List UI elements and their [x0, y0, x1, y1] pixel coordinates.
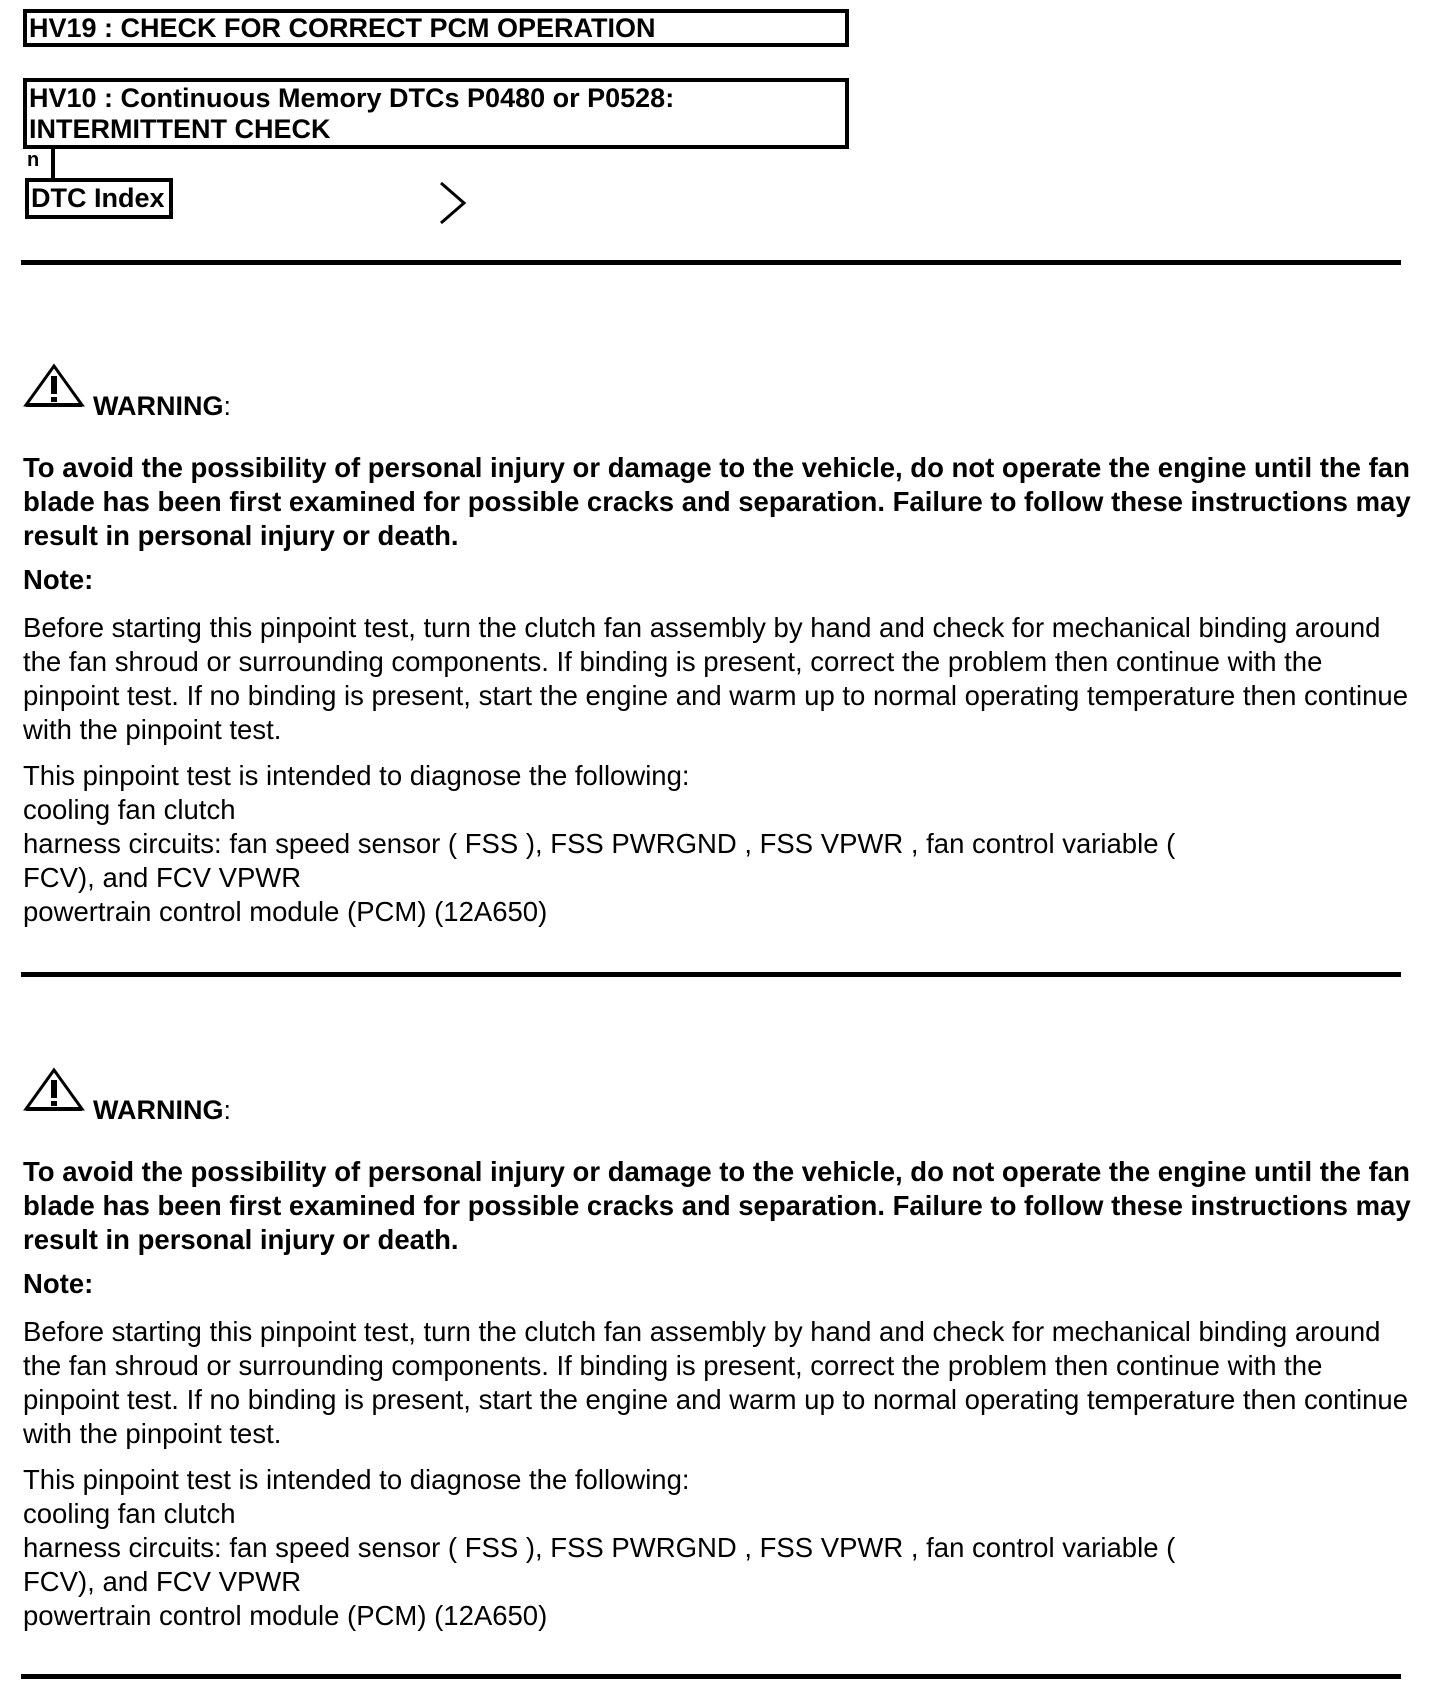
- warning-triangle-icon: [23, 363, 85, 409]
- note-text: Before starting this pinpoint test, turn the clutch fan assembly by hand and check for mechanical binding around the fan shroud or surrounding components. If binding is present, correct the problem then continue with the pinpoint test. If no binding is present, start the engine and warm up to normal operating temperature then continue with the pinpoint test.: [23, 612, 1409, 745]
- section-divider: [21, 260, 1401, 265]
- dtc-index-link[interactable]: [25, 178, 173, 219]
- warning-text: To avoid the possibility of personal injury or damage to the vehicle, do not operate the engine until the fan blade has been first examined for possible cracks and separation. Failure to follow these instructions may result in personal injury or death.: [23, 452, 1411, 551]
- dtc-index-label: DTC Index: [31, 183, 165, 213]
- diagnose-item: cooling fan clutch: [23, 1498, 236, 1529]
- warning-label-text: WARNING: [93, 1095, 224, 1125]
- diagnose-item: harness circuits: fan speed sensor ( FSS ), FSS PWRGND , FSS VPWR , fan control variable ( FCV), and FCV VPWR: [23, 1532, 1176, 1597]
- diagnose-item: powertrain control module (PCM) (12A650): [23, 896, 548, 927]
- intermittent-check-link-box[interactable]: [23, 78, 849, 149]
- warning-triangle-icon: [23, 1067, 85, 1113]
- diagnose-list: [23, 793, 1413, 929]
- diagnose-item: powertrain control module (PCM) (12A650): [23, 1600, 548, 1631]
- diagnose-intro: This pinpoint test is intended to diagnose the following:: [23, 1464, 690, 1495]
- test-step-title-box[interactable]: [23, 9, 849, 47]
- diagnose-intro: This pinpoint test is intended to diagnose the following:: [23, 760, 690, 791]
- chevron-right-icon[interactable]: [436, 180, 468, 226]
- diagnose-item: cooling fan clutch: [23, 794, 236, 825]
- intermittent-check-line1: HV10 : Continuous Memory DTCs P0480 or P0528:: [29, 83, 675, 113]
- warning-text: To avoid the possibility of personal injury or damage to the vehicle, do not operate the engine until the fan blade has been first examined for possible cracks and separation. Failure to follow these instructions may result in personal injury or death.: [23, 1156, 1411, 1255]
- flow-connector-label: n: [27, 149, 40, 171]
- warning-label: [93, 1095, 231, 1125]
- note-label: Note:: [23, 564, 94, 595]
- section-divider: [21, 1674, 1401, 1679]
- note-text: Before starting this pinpoint test, turn the clutch fan assembly by hand and check for mechanical binding around the fan shroud or surrounding components. If binding is present, correct the problem then continue with the pinpoint test. If no binding is present, start the engine and warm up to normal operating temperature then continue with the pinpoint test.: [23, 1316, 1409, 1449]
- warning-label: [93, 391, 231, 421]
- warning-label-colon: :: [223, 1095, 232, 1125]
- flow-connector-line: [51, 147, 55, 180]
- test-step-title: HV19 : CHECK FOR CORRECT PCM OPERATION: [29, 13, 656, 43]
- section-divider: [21, 972, 1401, 977]
- diagnose-item: harness circuits: fan speed sensor ( FSS ), FSS PWRGND , FSS VPWR , fan control variable ( FCV), and FCV VPWR: [23, 828, 1176, 893]
- note-label: Note:: [23, 1268, 94, 1299]
- warning-label-colon: :: [223, 391, 232, 421]
- warning-label-text: WARNING: [93, 391, 224, 421]
- intermittent-check-line2: INTERMITTENT CHECK: [29, 114, 331, 144]
- diagnose-list: [23, 1497, 1413, 1633]
